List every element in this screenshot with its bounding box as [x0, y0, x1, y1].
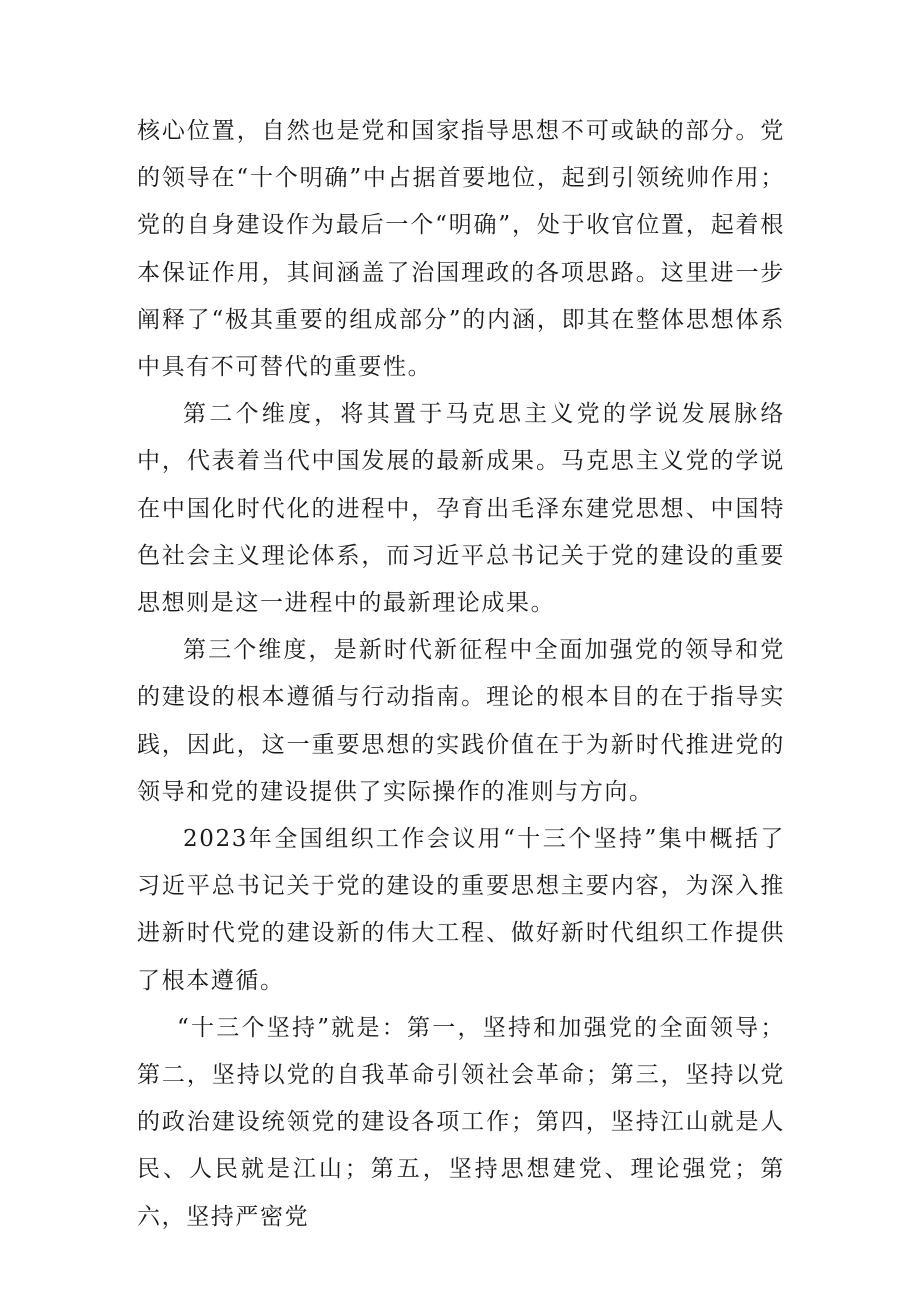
document-body	[137, 108, 785, 1241]
paragraph-thirteen-adherences: “十三个坚持”就是：第一，坚持和加强党的全面领导；第二，坚持以党的自我革命引领社会革命；第三，坚持以党的政治建设统领党的建设各项工作；第四，坚持江山就是人民、人民就是江山；第五，坚持思想建党、理论强党；第六，坚持严密党	[137, 1014, 785, 1230]
paragraph-continuation: 核心位置，自然也是党和国家指导思想不可或缺的部分。党的领导在“十个明确”中占据首要地位，起到引领统帅作用；党的自身建设作为最后一个“明确”，处于收官位置，起着根本保证作用，其间涵盖了治国理政的各项思路。这里进一步阐释了“极其重要的组成部分”的内涵，即其在整体思想体系中具有不可替代的重要性。	[137, 118, 785, 381]
paragraph-second-dimension: 第二个维度，将其置于马克思主义党的学说发展脉络中，代表着当代中国发展的最新成果。马克思主义党的学说在中国化时代化的进程中，孕育出毛泽东建党思想、中国特色社会主义理论体系，而习近平总书记关于党的建设的重要思想则是这一进程中的最新理论成果。	[137, 401, 785, 617]
paragraph-third-dimension: 第三个维度，是新时代新征程中全面加强党的领导和党的建设的根本遵循与行动指南。理论的根本目的在于指导实践，因此，这一重要思想的实践价值在于为新时代推进党的领导和党的建设提供了实际操作的准则与方向。	[137, 637, 785, 805]
paragraph-2023-conference: 2023年全国组织工作会议用“十三个坚持”集中概括了习近平总书记关于党的建设的重要思想主要内容，为深入推进新时代党的建设新的伟大工程、做好新时代组织工作提供了根本遵循。	[137, 826, 785, 994]
